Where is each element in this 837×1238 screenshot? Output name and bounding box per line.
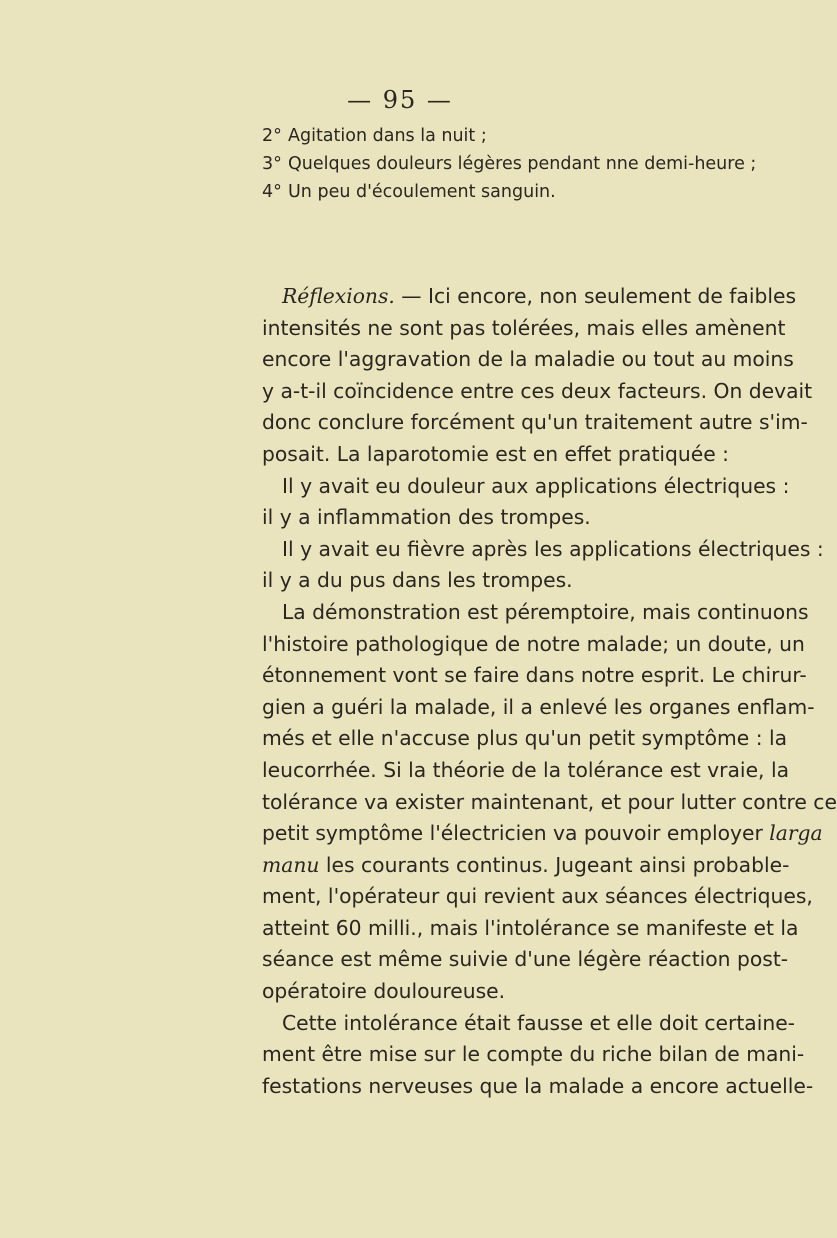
paragraph-line: il y a du pus dans les trompes.	[262, 568, 573, 593]
latin-phrase: larga	[769, 821, 823, 846]
paragraph-line: gien a guéri la malade, il a enlevé les organes enflam-	[262, 694, 815, 719]
paragraph-line: Cette intolérance était fausse et elle doit certaine-	[282, 1010, 795, 1035]
paragraph-line: festations nerveuses que la malade a encore actuelle-	[262, 1073, 814, 1098]
paragraph-line: y a-t-il coïncidence entre ces deux facteurs. On devait	[262, 378, 813, 403]
paragraph-line: opératoire douloureuse.	[262, 979, 506, 1004]
paragraph-line: séance est même suivie d'une légère réaction post-	[262, 947, 789, 972]
list-item: 2° Agitation dans la nuit ;	[262, 126, 487, 146]
paragraph-line: encore l'aggravation de la maladie ou tout au moins	[262, 347, 794, 372]
paragraph-line: intensités ne sont pas tolérées, mais elles amènent	[262, 315, 786, 340]
page-number: — 95 —	[347, 86, 453, 114]
paragraph-line: l'histoire pathologique de notre malade; un doute, un	[262, 631, 805, 656]
paragraph-line: donc conclure forcément qu'un traitement autre s'im-	[262, 410, 808, 435]
paragraph-line: ment être mise sur le compte du riche bilan de mani-	[262, 1042, 805, 1067]
paragraph-line: tolérance va exister maintenant, et pour lutter contre ce	[262, 789, 837, 814]
paragraph-line: leucorrhée. Si la théorie de la tolérance est vraie, la	[262, 757, 790, 782]
list-item: 3° Quelques douleurs légères pendant nne demi-heure ;	[262, 154, 757, 174]
body-text	[262, 281, 837, 1102]
numbered-list	[262, 122, 757, 206]
paragraph-line: Il y avait eu fièvre après les applications électriques :	[282, 536, 824, 561]
paragraph-line: Il y avait eu douleur aux applications électriques :	[282, 473, 790, 498]
paragraph-line: atteint 60 milli., mais l'intolérance se manifeste et la	[262, 915, 799, 940]
paragraph-line: petit symptôme l'électricien va pouvoir employer larga	[262, 821, 823, 846]
paragraph-line: Réflexions. — Ici encore, non seulement de faibles	[282, 284, 797, 308]
paragraph-line: més et elle n'accuse plus qu'un petit symptôme : la	[262, 726, 788, 751]
paragraph-line: ment, l'opérateur qui revient aux séances électriques,	[262, 884, 813, 909]
paragraph-line: il y a inflammation des trompes.	[262, 505, 591, 530]
paragraph-line: manu les courants continus. Jugeant ainsi probable-	[262, 852, 790, 877]
paragraph-line: étonnement vont se faire dans notre esprit. Le chirur-	[262, 663, 807, 688]
paragraph-line: La démonstration est péremptoire, mais continuons	[282, 599, 809, 624]
section-heading: Réflexions.	[282, 284, 395, 308]
list-item: 4° Un peu d'écoulement sanguin.	[262, 182, 556, 202]
latin-phrase: manu	[262, 852, 320, 877]
paragraph-line: posait. La laparotomie est en effet pratiquée :	[262, 441, 730, 466]
